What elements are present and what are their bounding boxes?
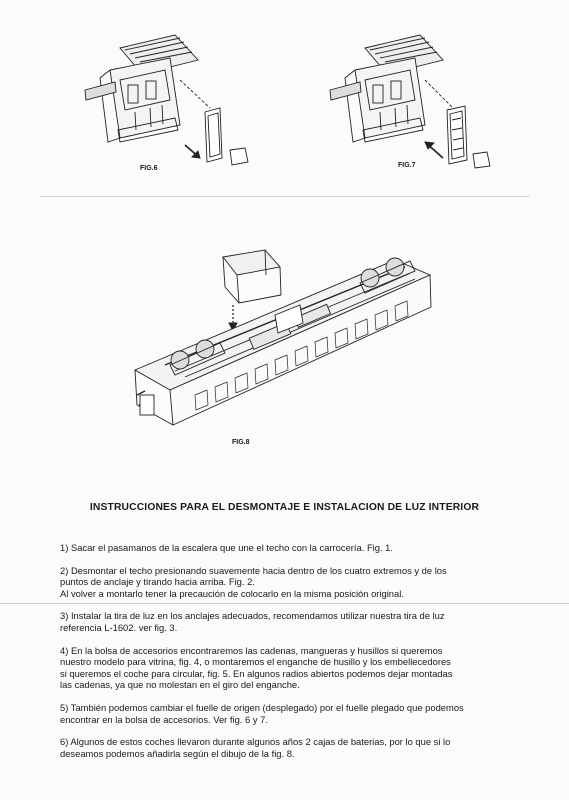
scan-line [40,196,530,197]
page-title: INSTRUCCIONES PARA EL DESMONTAJE E INSTALACION DE LUZ INTERIOR [89,502,480,513]
step-1: 1) Sacar el pasamanos de la escalera que une el techo con la carrocería. Fig. 1. [60,542,394,553]
fig6-drawing [80,30,255,180]
fig8-drawing [125,245,445,450]
scan-line [0,603,569,604]
fig7-label: FIG.7 [398,162,416,169]
fig7-drawing [325,30,500,180]
fig6-label: FIG.6 [140,165,158,172]
fig8-label: FIG.8 [232,439,250,446]
step-5: 5) También podemos cambiar el fuelle de origen (desplegado) por el fuelle plegado que podemos encontrar en la bolsa de accesorios. Ver fig. 6 y 7. [60,701,464,725]
step-4: 4) En la bolsa de accesorios encontraremos las cadenas, mangueras y husillos si queremos nuestro modelo para vitrina, fig. 4, o montaremos el enganche de husillo y los embellecedores si queremos el coche para circular, fig. 5. En algunos radios abiertos podemos dejar montadas las cadenas, ya que no molestan en el giro del enganche. [60,644,453,691]
step-2: 2) Desmontar el techo presionando suavemente hacia dentro de los cuatro extremos y de los puntos de anclaje y tirando hacia arriba. Fig. 2. Al volver a montarlo tener la precaución de colocarlo en la misma posición original. [60,564,447,599]
step-6: 6) Algunos de estos coches llevaron durante algunos años 2 cajas de baterias, por lo que si lo deseamos podemos añadirla según el dibujo de la fig. 8. [60,736,451,759]
instruction-list [60,542,550,770]
step-3: 3) Instalar la tira de luz en los anclajes adecuados, recomendamos utilizar nuestra tira de luz referencia L-1602. ver fig. 3. [60,610,445,633]
